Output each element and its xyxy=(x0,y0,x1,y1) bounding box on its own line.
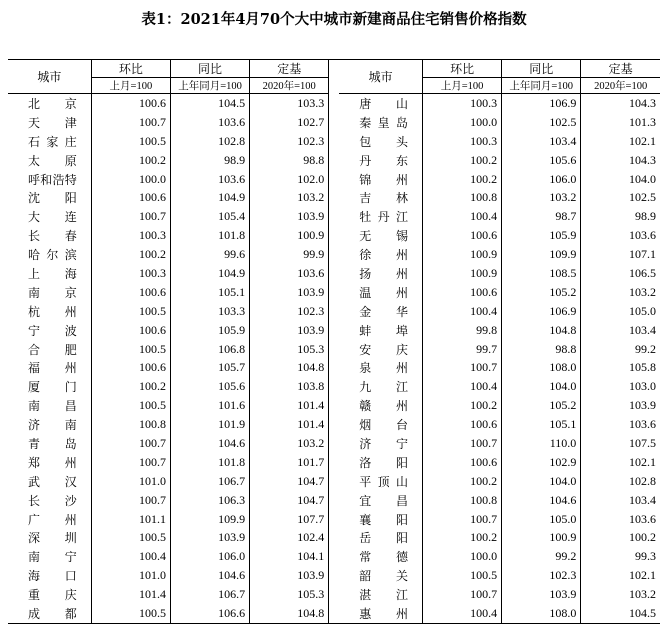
table-row xyxy=(8,491,660,510)
yoy-value-right: 108.5 xyxy=(502,264,581,283)
mom-value-left: 100.3 xyxy=(91,264,170,283)
yoy-value-right: 104.0 xyxy=(502,377,581,396)
city-name-right: 吉林 xyxy=(359,191,408,206)
header-mom-right: 环比 xyxy=(423,60,502,78)
column-divider xyxy=(329,60,339,94)
table-row xyxy=(8,604,660,623)
base-value-right: 101.3 xyxy=(581,113,660,132)
table-row xyxy=(8,453,660,472)
base-value-left: 104.8 xyxy=(250,604,329,623)
mom-value-right: 100.2 xyxy=(423,170,502,189)
base-value-right: 103.2 xyxy=(581,585,660,604)
subheader-mom-right: 上月=100 xyxy=(423,78,502,94)
yoy-value-right: 103.2 xyxy=(502,188,581,207)
yoy-value-left: 103.3 xyxy=(170,302,249,321)
base-value-left: 99.9 xyxy=(250,245,329,264)
subheader-mom-left: 上月=100 xyxy=(91,78,170,94)
column-divider xyxy=(329,340,339,359)
city-name-left: 杭州 xyxy=(28,304,77,319)
yoy-value-right: 105.1 xyxy=(502,415,581,434)
table-row xyxy=(8,472,660,491)
yoy-value-left: 104.6 xyxy=(170,566,249,585)
table-row xyxy=(8,302,660,321)
city-name-left: 合肥 xyxy=(28,342,77,357)
column-divider xyxy=(329,358,339,377)
subheader-base-right: 2020年=100 xyxy=(581,78,660,94)
mom-value-left: 100.6 xyxy=(91,188,170,207)
mom-value-left: 101.4 xyxy=(91,585,170,604)
yoy-value-right: 102.5 xyxy=(502,113,581,132)
mom-value-left: 100.7 xyxy=(91,113,170,132)
column-divider xyxy=(329,132,339,151)
table-row xyxy=(8,188,660,207)
city-name-left: 宁波 xyxy=(28,323,77,338)
column-divider xyxy=(329,547,339,566)
city-name-right: 九江 xyxy=(359,380,408,395)
city-name-left: 呼和浩特 xyxy=(28,172,77,187)
city-name-right: 无锡 xyxy=(359,229,408,244)
base-value-right: 107.5 xyxy=(581,434,660,453)
city-name-left: 重庆 xyxy=(28,588,77,603)
base-value-left: 102.3 xyxy=(250,132,329,151)
city-name-left: 长沙 xyxy=(28,493,77,508)
yoy-value-right: 99.2 xyxy=(502,547,581,566)
mom-value-right: 100.8 xyxy=(423,491,502,510)
header-base-left: 定基 xyxy=(250,60,329,78)
city-name-right: 惠州 xyxy=(339,604,422,623)
mom-value-right: 100.7 xyxy=(423,510,502,529)
base-value-left: 102.0 xyxy=(250,170,329,189)
column-divider xyxy=(329,170,339,189)
table-row xyxy=(8,207,660,226)
city-name-left: 长春 xyxy=(28,229,77,244)
base-value-left: 103.3 xyxy=(250,94,329,113)
base-value-left: 103.8 xyxy=(250,377,329,396)
base-value-right: 102.8 xyxy=(581,472,660,491)
mom-value-right: 100.2 xyxy=(423,151,502,170)
mom-value-right: 100.3 xyxy=(423,132,502,151)
yoy-value-left: 101.8 xyxy=(170,226,249,245)
base-value-right: 105.0 xyxy=(581,302,660,321)
yoy-value-right: 105.9 xyxy=(502,226,581,245)
yoy-value-right: 102.3 xyxy=(502,566,581,585)
mom-value-left: 100.6 xyxy=(91,321,170,340)
base-value-left: 107.7 xyxy=(250,510,329,529)
table-row xyxy=(8,585,660,604)
mom-value-left: 101.0 xyxy=(91,472,170,491)
header-base-right: 定基 xyxy=(581,60,660,78)
mom-value-right: 100.9 xyxy=(423,245,502,264)
city-name-right: 平顶山 xyxy=(359,474,408,489)
yoy-value-left: 105.7 xyxy=(170,358,249,377)
mom-value-right: 100.4 xyxy=(423,604,502,623)
city-name-left: 南京 xyxy=(28,285,77,300)
yoy-value-right: 108.0 xyxy=(502,358,581,377)
mom-value-right: 100.2 xyxy=(423,472,502,491)
city-name-right: 金华 xyxy=(359,304,408,319)
city-name-right: 常德 xyxy=(359,550,408,565)
table-row xyxy=(8,113,660,132)
mom-value-right: 100.6 xyxy=(423,415,502,434)
mom-value-right: 100.3 xyxy=(423,94,502,113)
mom-value-left: 100.6 xyxy=(91,283,170,302)
table-row xyxy=(8,340,660,359)
base-value-right: 103.4 xyxy=(581,491,660,510)
table-row xyxy=(8,566,660,585)
mom-value-left: 100.5 xyxy=(91,396,170,415)
yoy-value-left: 106.8 xyxy=(170,340,249,359)
base-value-right: 106.5 xyxy=(581,264,660,283)
column-divider xyxy=(329,94,339,113)
base-value-right: 98.9 xyxy=(581,207,660,226)
table-row xyxy=(8,547,660,566)
yoy-value-left: 105.1 xyxy=(170,283,249,302)
base-value-left: 101.4 xyxy=(250,396,329,415)
subheader-base-left: 2020年=100 xyxy=(250,78,329,94)
yoy-value-right: 105.2 xyxy=(502,283,581,302)
base-value-left: 103.2 xyxy=(250,434,329,453)
yoy-value-right: 98.8 xyxy=(502,340,581,359)
table-row xyxy=(8,358,660,377)
mom-value-left: 100.7 xyxy=(91,491,170,510)
yoy-value-right: 105.0 xyxy=(502,510,581,529)
column-divider xyxy=(329,585,339,604)
city-name-right: 洛阳 xyxy=(359,455,408,470)
city-name-right: 烟台 xyxy=(359,418,408,433)
base-value-right: 103.0 xyxy=(581,377,660,396)
base-value-right: 104.3 xyxy=(581,151,660,170)
subheader-yoy-right: 上年同月=100 xyxy=(502,78,581,94)
city-name-right: 丹东 xyxy=(359,153,408,168)
base-value-left: 101.7 xyxy=(250,453,329,472)
city-name-right: 宜昌 xyxy=(359,493,408,508)
city-name-right: 安庆 xyxy=(359,342,408,357)
table-row xyxy=(8,415,660,434)
city-name-right: 襄阳 xyxy=(359,512,408,527)
yoy-value-left: 104.9 xyxy=(170,188,249,207)
table-row xyxy=(8,132,660,151)
yoy-value-left: 103.9 xyxy=(170,528,249,547)
mom-value-right: 100.2 xyxy=(423,528,502,547)
city-name-left: 哈尔滨 xyxy=(28,248,77,263)
yoy-value-right: 108.0 xyxy=(502,604,581,623)
city-name-left: 郑州 xyxy=(28,455,77,470)
mom-value-right: 100.7 xyxy=(423,585,502,604)
mom-value-left: 100.5 xyxy=(91,340,170,359)
column-divider xyxy=(329,264,339,283)
mom-value-left: 101.0 xyxy=(91,566,170,585)
table-row xyxy=(8,94,660,113)
base-value-left: 103.9 xyxy=(250,207,329,226)
base-value-right: 100.2 xyxy=(581,528,660,547)
table-row xyxy=(8,434,660,453)
base-value-left: 100.9 xyxy=(250,226,329,245)
mom-value-right: 99.7 xyxy=(423,340,502,359)
mom-value-left: 100.6 xyxy=(91,358,170,377)
yoy-value-left: 106.0 xyxy=(170,547,249,566)
city-name-right: 岳阳 xyxy=(359,531,408,546)
yoy-value-left: 104.5 xyxy=(170,94,249,113)
city-name-right: 济宁 xyxy=(359,436,408,451)
city-name-left: 成都 xyxy=(8,604,91,623)
mom-value-left: 100.3 xyxy=(91,226,170,245)
yoy-value-right: 103.4 xyxy=(502,132,581,151)
base-value-left: 102.7 xyxy=(250,113,329,132)
city-name-left: 大连 xyxy=(28,210,77,225)
column-divider xyxy=(329,472,339,491)
yoy-value-right: 106.9 xyxy=(502,94,581,113)
mom-value-left: 100.7 xyxy=(91,434,170,453)
base-value-left: 105.3 xyxy=(250,585,329,604)
mom-value-left: 100.2 xyxy=(91,377,170,396)
mom-value-right: 100.2 xyxy=(423,396,502,415)
city-name-right: 温州 xyxy=(359,285,408,300)
base-value-right: 102.1 xyxy=(581,132,660,151)
base-value-right: 102.1 xyxy=(581,566,660,585)
mom-value-right: 100.8 xyxy=(423,188,502,207)
column-divider xyxy=(329,453,339,472)
yoy-value-right: 104.6 xyxy=(502,491,581,510)
base-value-left: 98.8 xyxy=(250,151,329,170)
base-value-right: 103.2 xyxy=(581,283,660,302)
city-name-right: 湛江 xyxy=(359,588,408,603)
base-value-right: 103.9 xyxy=(581,396,660,415)
column-divider xyxy=(329,566,339,585)
mom-value-right: 100.9 xyxy=(423,264,502,283)
city-name-left: 深圳 xyxy=(28,531,77,546)
city-name-right: 泉州 xyxy=(359,361,408,376)
base-value-left: 104.7 xyxy=(250,472,329,491)
column-divider xyxy=(329,528,339,547)
base-value-right: 103.6 xyxy=(581,226,660,245)
base-value-left: 103.9 xyxy=(250,283,329,302)
city-name-right: 秦皇岛 xyxy=(359,115,408,130)
city-name-right: 蚌埠 xyxy=(359,323,408,338)
base-value-left: 105.3 xyxy=(250,340,329,359)
yoy-value-left: 104.9 xyxy=(170,264,249,283)
city-name-left: 福州 xyxy=(28,361,77,376)
city-name-right: 韶关 xyxy=(359,569,408,584)
base-value-right: 103.6 xyxy=(581,415,660,434)
column-divider xyxy=(329,302,339,321)
city-name-left: 武汉 xyxy=(28,474,77,489)
city-name-left: 太原 xyxy=(28,153,77,168)
column-divider xyxy=(329,604,339,623)
yoy-value-right: 98.7 xyxy=(502,207,581,226)
mom-value-left: 100.2 xyxy=(91,151,170,170)
table-row xyxy=(8,283,660,302)
base-value-right: 104.5 xyxy=(581,604,660,623)
column-divider xyxy=(329,396,339,415)
base-value-right: 103.6 xyxy=(581,510,660,529)
page-title: 表1：2021年4月70个大中城市新建商品住宅销售价格指数 xyxy=(141,11,527,28)
yoy-value-right: 102.9 xyxy=(502,453,581,472)
table-row xyxy=(8,170,660,189)
city-name-right: 唐山 xyxy=(359,96,408,111)
yoy-value-right: 106.9 xyxy=(502,302,581,321)
yoy-value-left: 106.6 xyxy=(170,604,249,623)
city-name-left: 北京 xyxy=(28,96,77,111)
column-divider xyxy=(329,434,339,453)
column-divider xyxy=(329,245,339,264)
mom-value-left: 100.5 xyxy=(91,302,170,321)
city-name-left: 南昌 xyxy=(28,399,77,414)
mom-value-right: 100.4 xyxy=(423,302,502,321)
yoy-value-left: 99.6 xyxy=(170,245,249,264)
base-value-right: 105.8 xyxy=(581,358,660,377)
column-divider xyxy=(329,510,339,529)
mom-value-right: 100.7 xyxy=(423,434,502,453)
table-row xyxy=(8,226,660,245)
city-name-left: 南宁 xyxy=(28,550,77,565)
header-mom-left: 环比 xyxy=(91,60,170,78)
base-value-right: 104.0 xyxy=(581,170,660,189)
yoy-value-left: 109.9 xyxy=(170,510,249,529)
base-value-right: 99.3 xyxy=(581,547,660,566)
column-divider xyxy=(329,151,339,170)
table-row xyxy=(8,377,660,396)
yoy-value-left: 104.6 xyxy=(170,434,249,453)
mom-value-left: 100.8 xyxy=(91,415,170,434)
yoy-value-left: 106.7 xyxy=(170,472,249,491)
base-value-left: 103.2 xyxy=(250,188,329,207)
mom-value-left: 100.0 xyxy=(91,170,170,189)
base-value-left: 104.7 xyxy=(250,491,329,510)
yoy-value-left: 101.6 xyxy=(170,396,249,415)
yoy-value-left: 102.8 xyxy=(170,132,249,151)
base-value-left: 101.4 xyxy=(250,415,329,434)
base-value-left: 103.9 xyxy=(250,566,329,585)
table-row xyxy=(8,321,660,340)
yoy-value-right: 110.0 xyxy=(502,434,581,453)
city-name-left: 石家庄 xyxy=(28,134,77,149)
base-value-left: 102.3 xyxy=(250,302,329,321)
city-name-left: 青岛 xyxy=(28,436,77,451)
base-value-right: 102.1 xyxy=(581,453,660,472)
mom-value-right: 100.5 xyxy=(423,566,502,585)
column-divider xyxy=(329,377,339,396)
header-yoy-right: 同比 xyxy=(502,60,581,78)
yoy-value-right: 103.9 xyxy=(502,585,581,604)
table-row xyxy=(8,528,660,547)
base-value-left: 103.6 xyxy=(250,264,329,283)
city-name-right: 包头 xyxy=(359,134,408,149)
mom-value-left: 100.7 xyxy=(91,207,170,226)
yoy-value-right: 104.8 xyxy=(502,321,581,340)
mom-value-left: 100.7 xyxy=(91,453,170,472)
column-divider xyxy=(329,226,339,245)
yoy-value-left: 106.3 xyxy=(170,491,249,510)
yoy-value-right: 104.0 xyxy=(502,472,581,491)
subheader-yoy-left: 上年同月=100 xyxy=(170,78,249,94)
mom-value-left: 100.6 xyxy=(91,94,170,113)
yoy-value-left: 98.9 xyxy=(170,151,249,170)
base-value-right: 102.5 xyxy=(581,188,660,207)
city-name-right: 徐州 xyxy=(359,248,408,263)
city-name-left: 海口 xyxy=(28,569,77,584)
city-name-right: 赣州 xyxy=(359,399,408,414)
column-divider xyxy=(329,321,339,340)
column-divider xyxy=(329,207,339,226)
mom-value-left: 100.5 xyxy=(91,528,170,547)
yoy-value-right: 109.9 xyxy=(502,245,581,264)
column-divider xyxy=(329,283,339,302)
yoy-value-right: 100.9 xyxy=(502,528,581,547)
yoy-value-left: 105.4 xyxy=(170,207,249,226)
base-value-left: 102.4 xyxy=(250,528,329,547)
mom-value-right: 99.8 xyxy=(423,321,502,340)
mom-value-left: 100.5 xyxy=(91,604,170,623)
yoy-value-left: 105.6 xyxy=(170,377,249,396)
base-value-right: 107.1 xyxy=(581,245,660,264)
price-index-table xyxy=(8,59,660,624)
mom-value-right: 100.0 xyxy=(423,113,502,132)
table-row xyxy=(8,396,660,415)
mom-value-left: 101.1 xyxy=(91,510,170,529)
mom-value-right: 100.4 xyxy=(423,207,502,226)
city-name-left: 上海 xyxy=(28,266,77,281)
column-divider xyxy=(329,415,339,434)
city-name-left: 厦门 xyxy=(28,380,77,395)
mom-value-left: 100.5 xyxy=(91,132,170,151)
city-name-right: 扬州 xyxy=(359,266,408,281)
mom-value-right: 100.6 xyxy=(423,226,502,245)
yoy-value-right: 106.0 xyxy=(502,170,581,189)
base-value-right: 99.2 xyxy=(581,340,660,359)
yoy-value-left: 101.8 xyxy=(170,453,249,472)
mom-value-right: 100.4 xyxy=(423,377,502,396)
city-name-right: 锦州 xyxy=(359,172,408,187)
yoy-value-left: 103.6 xyxy=(170,113,249,132)
yoy-value-left: 106.7 xyxy=(170,585,249,604)
city-name-left: 天津 xyxy=(28,115,77,130)
city-name-right: 牡丹江 xyxy=(359,210,408,225)
yoy-value-right: 105.6 xyxy=(502,151,581,170)
column-divider xyxy=(329,491,339,510)
yoy-value-right: 105.2 xyxy=(502,396,581,415)
base-value-left: 104.1 xyxy=(250,547,329,566)
table-row xyxy=(8,245,660,264)
header-city-left: 城市 xyxy=(8,60,91,94)
city-name-left: 沈阳 xyxy=(28,191,77,206)
base-value-left: 104.8 xyxy=(250,358,329,377)
yoy-value-left: 101.9 xyxy=(170,415,249,434)
table-row xyxy=(8,264,660,283)
table-row xyxy=(8,151,660,170)
mom-value-right: 100.6 xyxy=(423,453,502,472)
base-value-left: 103.9 xyxy=(250,321,329,340)
yoy-value-left: 105.9 xyxy=(170,321,249,340)
mom-value-left: 100.4 xyxy=(91,547,170,566)
mom-value-right: 100.7 xyxy=(423,358,502,377)
city-name-left: 济南 xyxy=(28,418,77,433)
base-value-right: 104.3 xyxy=(581,94,660,113)
yoy-value-left: 103.6 xyxy=(170,170,249,189)
column-divider xyxy=(329,188,339,207)
mom-value-left: 100.2 xyxy=(91,245,170,264)
mom-value-right: 100.6 xyxy=(423,283,502,302)
table-body xyxy=(8,94,660,624)
city-name-left: 广州 xyxy=(28,512,77,527)
header-city-right: 城市 xyxy=(339,60,422,94)
base-value-right: 103.4 xyxy=(581,321,660,340)
table-row xyxy=(8,510,660,529)
column-divider xyxy=(329,113,339,132)
mom-value-right: 100.0 xyxy=(423,547,502,566)
header-yoy-left: 同比 xyxy=(170,60,249,78)
